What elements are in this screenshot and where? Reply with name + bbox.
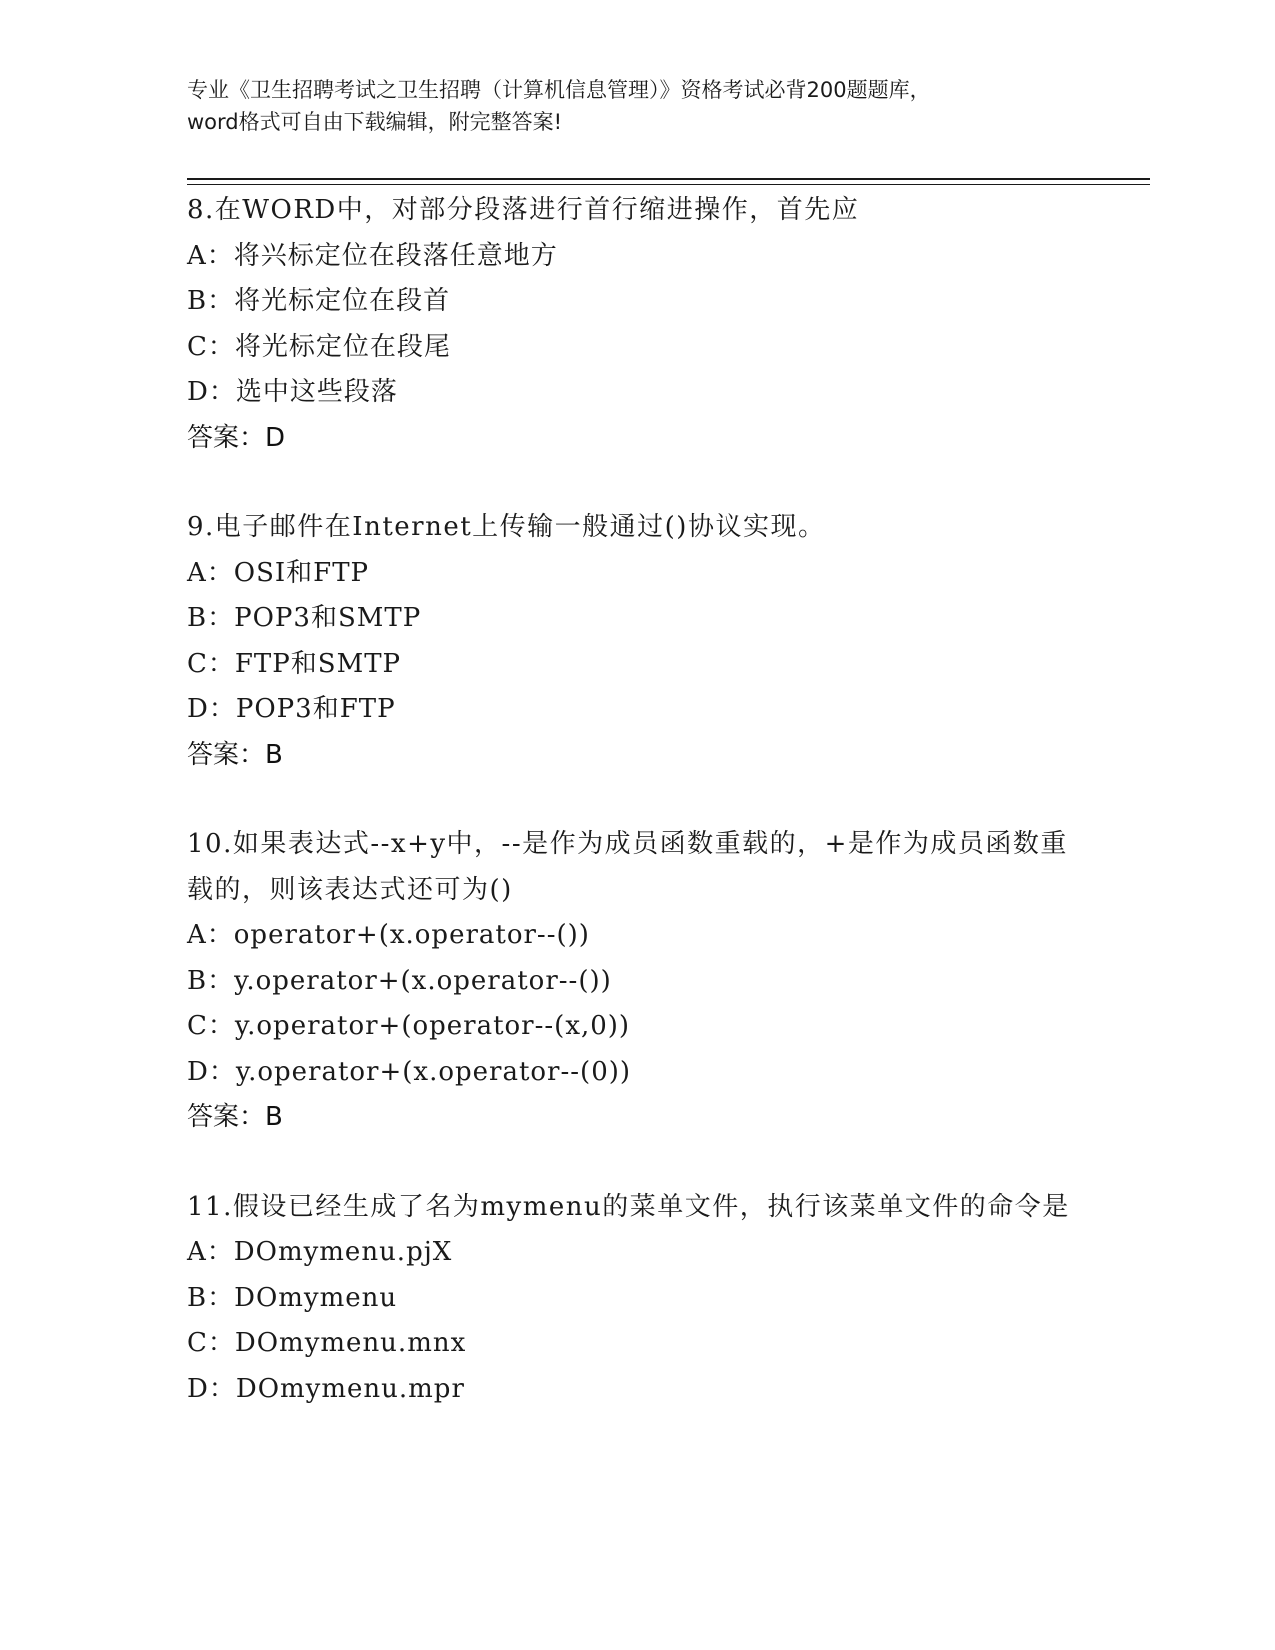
option-d: D：选中这些段落 bbox=[187, 377, 398, 407]
option-d: D：DOmymenu.mpr bbox=[187, 1373, 465, 1404]
option-b: B：POP3和SMTP bbox=[187, 603, 422, 633]
question-stem: 11.假设已经生成了名为mymenu的菜单文件，执行该菜单文件的命令是 bbox=[187, 1191, 1070, 1222]
option-a: A：operator+(x.operator--()) bbox=[187, 920, 590, 950]
option-d: D：POP3和FTP bbox=[187, 694, 396, 724]
answer-line: 答案：B bbox=[187, 1102, 283, 1132]
option-a: A：OSI和FTP bbox=[187, 557, 370, 588]
question-8 bbox=[187, 188, 1087, 461]
option-c: C：DOmymenu.mnx bbox=[187, 1328, 467, 1358]
question-10 bbox=[187, 822, 1087, 1141]
option-c: C：将光标定位在段尾 bbox=[187, 331, 451, 362]
option-c: C：FTP和SMTP bbox=[187, 648, 402, 679]
option-d: D：y.operator+(x.operator--(0)) bbox=[187, 1056, 632, 1087]
document-header bbox=[187, 74, 1087, 138]
option-b: B：y.operator+(x.operator--()) bbox=[187, 965, 612, 996]
question-9 bbox=[187, 505, 1087, 778]
question-list bbox=[187, 188, 1087, 1456]
header-line-2: word格式可自由下载编辑，附完整答案! bbox=[187, 110, 563, 134]
header-line-1: 专业《卫生招聘考试之卫生招聘（计算机信息管理）》资格考试必背200题题库， bbox=[187, 78, 931, 102]
question-stem: 9.电子邮件在Internet上传输一般通过()协议实现。 bbox=[187, 512, 826, 542]
answer-line: 答案：D bbox=[187, 422, 286, 453]
question-stem: 8.在WORD中，对部分段落进行首行缩进操作，首先应 bbox=[187, 195, 860, 225]
header-divider-thin bbox=[187, 184, 1150, 185]
answer-line: 答案：B bbox=[187, 739, 283, 770]
option-c: C：y.operator+(operator--(x,0)) bbox=[187, 1011, 631, 1041]
header-divider-thick bbox=[187, 178, 1150, 180]
option-b: B：将光标定位在段首 bbox=[187, 286, 451, 316]
option-a: A：将兴标定位在段落任意地方 bbox=[187, 240, 558, 271]
option-b: B：DOmymenu bbox=[187, 1282, 398, 1313]
question-11 bbox=[187, 1185, 1087, 1413]
option-a: A：DOmymenu.pjX bbox=[187, 1237, 453, 1267]
question-stem: 10.如果表达式--x+y中，--是作为成员函数重载的，+是作为成员函数重载的，则该表达式还可为() bbox=[187, 829, 1068, 905]
